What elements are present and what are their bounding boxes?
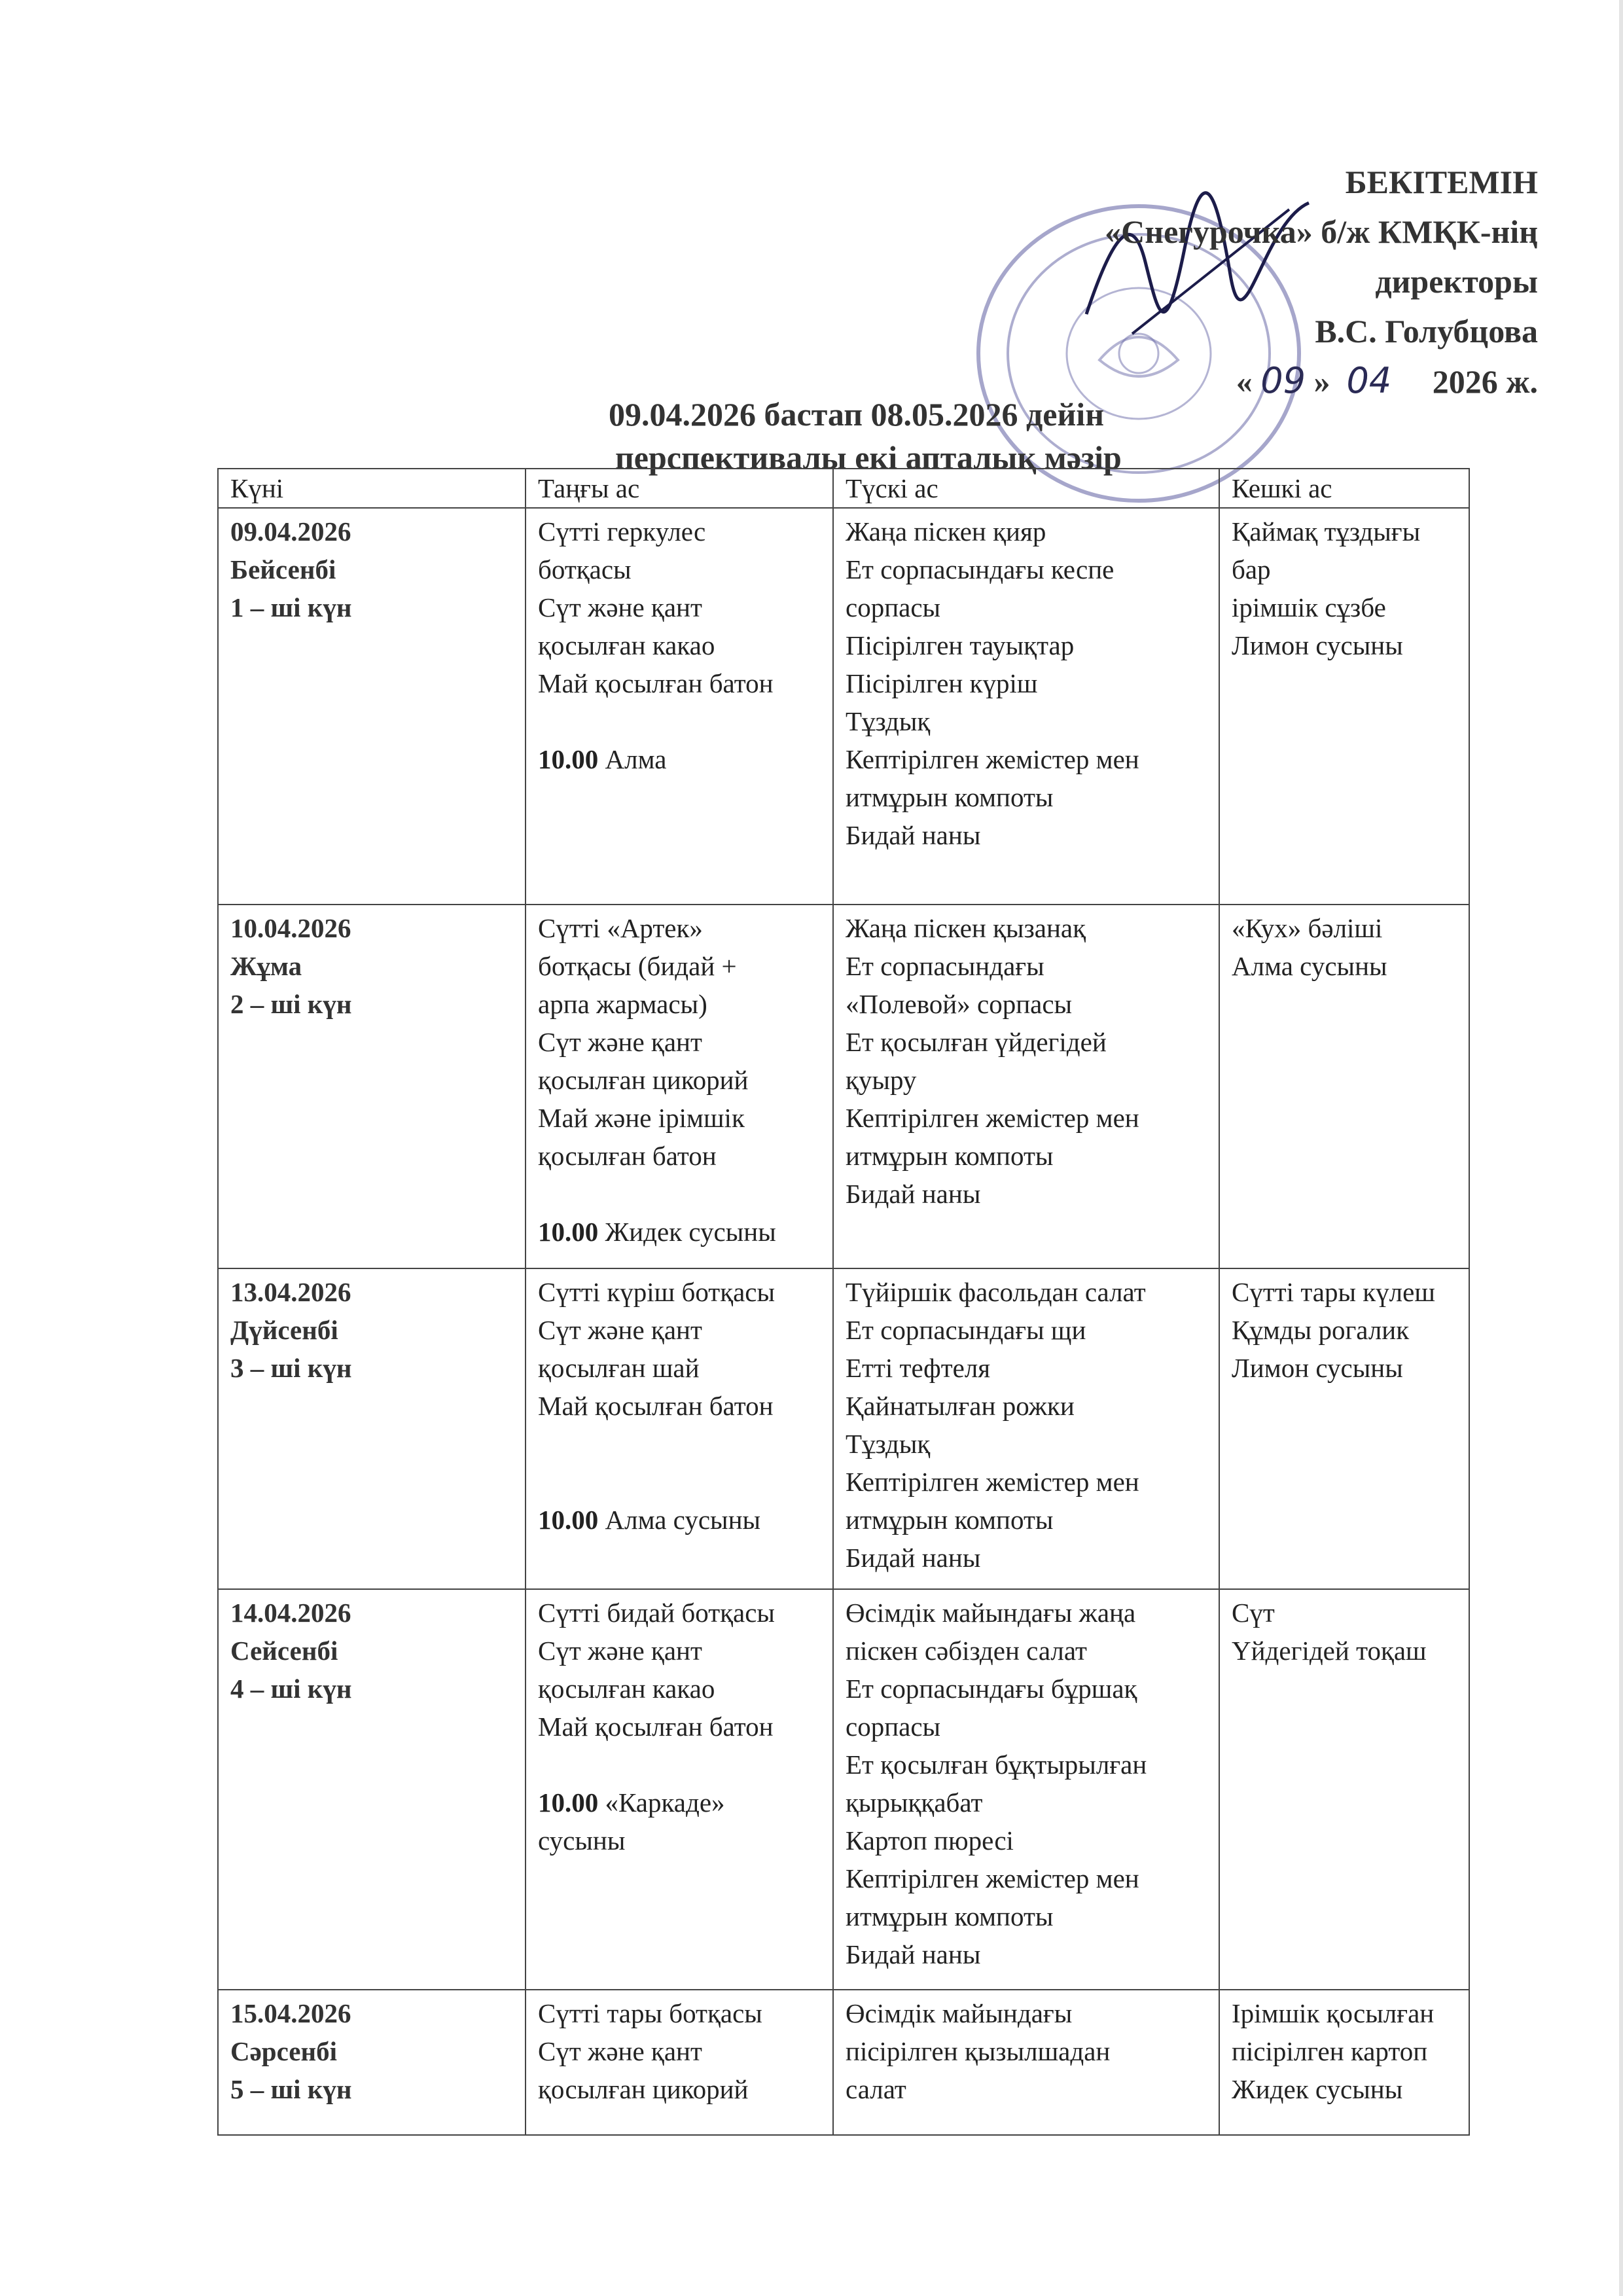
menu-item: қосылған батон bbox=[538, 1141, 717, 1171]
menu-item: итмұрын компоты bbox=[846, 1141, 1054, 1171]
menu-item: пісірілген қызылшадан bbox=[846, 2036, 1111, 2066]
snack-time: 10.00 bbox=[538, 744, 599, 774]
menu-item: қосылған цикорий bbox=[538, 2074, 749, 2104]
table-row bbox=[218, 1990, 1469, 2135]
row-date: 10.04.2026 bbox=[230, 913, 351, 943]
menu-item: Жидек сусыны bbox=[1232, 2074, 1403, 2104]
menu-item: Қайнатылған рожки bbox=[846, 1391, 1075, 1421]
document-title bbox=[353, 393, 1400, 479]
menu-item: Сүт және қант bbox=[538, 592, 702, 622]
row-daynum: 1 – ші күн bbox=[230, 592, 352, 622]
row-date: 14.04.2026 bbox=[230, 1598, 351, 1628]
header-lunch: Түскі ас bbox=[833, 469, 1219, 508]
breakfast-cell bbox=[526, 508, 833, 905]
snack-name: Алма bbox=[605, 744, 667, 774]
menu-item: Бидай наны bbox=[846, 1939, 981, 1969]
menu-item: Сүтті тары күлеш bbox=[1232, 1277, 1435, 1307]
menu-item: Ет сорпасындағы bbox=[846, 951, 1044, 981]
approval-block bbox=[1105, 157, 1538, 406]
menu-item: Ет қосылған бұқтырылған bbox=[846, 1749, 1147, 1780]
row-daynum: 5 – ші күн bbox=[230, 2074, 352, 2104]
approval-org: «Снегурочка» б/ж КМҚК-нің bbox=[1105, 213, 1538, 250]
dinner-cell bbox=[1219, 1268, 1469, 1589]
dinner-cell bbox=[1219, 905, 1469, 1268]
title-line-1: 09.04.2026 бастап 08.05.2026 дейін bbox=[609, 396, 1105, 433]
dinner-cell bbox=[1219, 1990, 1469, 2135]
menu-item: Бидай наны bbox=[846, 1543, 981, 1573]
menu-item: Ірімшік қосылған bbox=[1232, 1998, 1435, 2028]
menu-item: Ет сорпасындағы бұршақ bbox=[846, 1674, 1137, 1704]
date-close-quote: » bbox=[1313, 363, 1330, 400]
header-day: Күні bbox=[218, 469, 526, 508]
row-date: 15.04.2026 bbox=[230, 1998, 351, 2028]
header-breakfast: Таңғы ас bbox=[526, 469, 833, 508]
snack-item bbox=[538, 740, 826, 778]
snack-time: 10.00 bbox=[538, 1787, 599, 1818]
day-cell bbox=[218, 1589, 526, 1990]
lunch-cell bbox=[833, 1589, 1219, 1990]
row-weekday: Сәрсенбі bbox=[230, 2036, 338, 2066]
menu-item: «Кух» бәліші bbox=[1232, 913, 1383, 943]
menu-item: Жаңа піскен қызанақ bbox=[846, 913, 1086, 943]
snack-item bbox=[538, 1501, 826, 1539]
menu-item: Үйдегідей тоқаш bbox=[1232, 1636, 1427, 1666]
menu-item: пісірілген картоп bbox=[1232, 2036, 1428, 2066]
menu-item: Құмды рогалик bbox=[1232, 1315, 1410, 1345]
day-cell bbox=[218, 905, 526, 1268]
menu-item: Кептірілген жемістер мен bbox=[846, 1103, 1139, 1133]
day-cell bbox=[218, 1268, 526, 1589]
menu-item: Ет қосылған үйдегідей bbox=[846, 1027, 1107, 1057]
lunch-cell bbox=[833, 1268, 1219, 1589]
row-daynum: 3 – ші күн bbox=[230, 1353, 352, 1383]
menu-item: итмұрын компоты bbox=[846, 1901, 1054, 1931]
menu-item: Тұздық bbox=[846, 1429, 931, 1459]
menu-item: Кептірілген жемістер мен bbox=[846, 744, 1139, 774]
menu-item: ірімшік сұзбе bbox=[1232, 592, 1386, 622]
menu-item: Лимон сусыны bbox=[1232, 630, 1403, 660]
menu-item: Сүтті тары ботқасы bbox=[538, 1998, 762, 2028]
row-weekday: Бейсенбі bbox=[230, 554, 336, 584]
date-day: 09 bbox=[1260, 360, 1306, 401]
menu-item: қосылған какао bbox=[538, 630, 715, 660]
menu-item: Өсімдік майындағы жаңа bbox=[846, 1598, 1136, 1628]
snack-item bbox=[538, 1784, 826, 1821]
menu-item: Сүт және қант bbox=[538, 2036, 702, 2066]
menu-item: Кептірілген жемістер мен bbox=[846, 1863, 1139, 1893]
menu-item: Сүт bbox=[1232, 1598, 1275, 1628]
breakfast-cell bbox=[526, 905, 833, 1268]
day-cell bbox=[218, 508, 526, 905]
menu-item: қырыққабат bbox=[846, 1787, 983, 1818]
menu-item: сорпасы bbox=[846, 1712, 941, 1742]
breakfast-cell bbox=[526, 1990, 833, 2135]
approval-position: директоры bbox=[1375, 263, 1538, 300]
row-weekday: Дүйсенбі bbox=[230, 1315, 338, 1345]
menu-item: қосылған какао bbox=[538, 1674, 715, 1704]
menu-item: Май және ірімшік bbox=[538, 1103, 745, 1133]
menu-item: Етті тефтеля bbox=[846, 1353, 991, 1383]
row-weekday: Жұма bbox=[230, 951, 302, 981]
menu-item: «Полевой» сорпасы bbox=[846, 989, 1073, 1019]
menu-item: Сүтті геркулес bbox=[538, 516, 706, 547]
menu-item: Тұздық bbox=[846, 706, 931, 736]
date-open-quote: « bbox=[1236, 363, 1253, 400]
day-cell bbox=[218, 1990, 526, 2135]
menu-item: итмұрын компоты bbox=[846, 782, 1054, 812]
menu-item: итмұрын компоты bbox=[846, 1505, 1054, 1535]
row-daynum: 2 – ші күн bbox=[230, 989, 352, 1019]
menu-item: Сүтті бидай ботқасы bbox=[538, 1598, 775, 1628]
menu-item: Ет сорпасындағы щи bbox=[846, 1315, 1086, 1345]
menu-item: арпа жармасы) bbox=[538, 989, 707, 1019]
table-header-row bbox=[218, 469, 1469, 508]
dinner-cell bbox=[1219, 508, 1469, 905]
snack-time: 10.00 bbox=[538, 1217, 599, 1247]
menu-item: Ет сорпасындағы кеспе bbox=[846, 554, 1115, 584]
menu-item: Түйіршік фасольдан салат bbox=[846, 1277, 1146, 1307]
table-row bbox=[218, 1268, 1469, 1589]
menu-item: ботқасы bbox=[538, 554, 632, 584]
header-dinner: Кешкі ас bbox=[1219, 469, 1469, 508]
row-weekday: Сейсенбі bbox=[230, 1636, 338, 1666]
breakfast-cell bbox=[526, 1268, 833, 1589]
snack-name: Жидек сусыны bbox=[605, 1217, 776, 1247]
snack-item bbox=[538, 1213, 826, 1251]
table-row bbox=[218, 508, 1469, 905]
date-month: 04 bbox=[1346, 360, 1392, 401]
menu-item: Жаңа піскен қияр bbox=[846, 516, 1046, 547]
snack-name: «Каркаде» bbox=[605, 1787, 725, 1818]
approval-heading: БЕКІТЕМІН bbox=[1345, 164, 1538, 200]
approval-name: В.С. Голубцова bbox=[1315, 313, 1538, 350]
lunch-cell bbox=[833, 508, 1219, 905]
lunch-cell bbox=[833, 905, 1219, 1268]
menu-item: қуыру bbox=[846, 1065, 917, 1095]
menu-item: сорпасы bbox=[846, 592, 941, 622]
menu-item: Сүт және қант bbox=[538, 1027, 702, 1057]
scan-edge bbox=[1619, 0, 1623, 2296]
menu-item: Пісірілген тауықтар bbox=[846, 630, 1075, 660]
snack-extra: сусыны bbox=[538, 1825, 626, 1856]
menu-item: піскен сәбізден салат bbox=[846, 1636, 1087, 1666]
menu-item: Кептірілген жемістер мен bbox=[846, 1467, 1139, 1497]
date-year: 2026 ж. bbox=[1432, 363, 1538, 400]
title-line-2: перспективалы екі апталық мәзір bbox=[615, 439, 1122, 476]
menu-item: Май қосылған батон bbox=[538, 1391, 774, 1421]
menu-item: Қаймақ тұздығы бар bbox=[1232, 516, 1421, 584]
row-date: 09.04.2026 bbox=[230, 516, 351, 547]
menu-item: Бидай наны bbox=[846, 820, 981, 850]
menu-item: Пісірілген күріш bbox=[846, 668, 1038, 698]
menu-item: салат bbox=[846, 2074, 906, 2104]
menu-item: Лимон сусыны bbox=[1232, 1353, 1403, 1383]
menu-item: ботқасы (бидай + bbox=[538, 951, 737, 981]
row-daynum: 4 – ші күн bbox=[230, 1674, 352, 1704]
table-row bbox=[218, 1589, 1469, 1990]
breakfast-cell bbox=[526, 1589, 833, 1990]
lunch-cell bbox=[833, 1990, 1219, 2135]
menu-item: Бидай наны bbox=[846, 1179, 981, 1209]
menu-item: Картоп пюресі bbox=[846, 1825, 1014, 1856]
menu-item: қосылған шай bbox=[538, 1353, 700, 1383]
menu-item: Сүтті күріш ботқасы bbox=[538, 1277, 776, 1307]
menu-item: Май қосылған батон bbox=[538, 668, 774, 698]
menu-item: Сүтті «Артек» bbox=[538, 913, 703, 943]
menu-table bbox=[217, 468, 1470, 2136]
menu-item: қосылған цикорий bbox=[538, 1065, 749, 1095]
row-date: 13.04.2026 bbox=[230, 1277, 351, 1307]
table-row bbox=[218, 905, 1469, 1268]
menu-item: Сүт және қант bbox=[538, 1636, 702, 1666]
menu-item: Өсімдік майындағы bbox=[846, 1998, 1073, 2028]
menu-item: Сүт және қант bbox=[538, 1315, 702, 1345]
snack-name: Алма сусыны bbox=[605, 1505, 761, 1535]
menu-item: Май қосылған батон bbox=[538, 1712, 774, 1742]
menu-item: Алма сусыны bbox=[1232, 951, 1387, 981]
snack-time: 10.00 bbox=[538, 1505, 599, 1535]
dinner-cell bbox=[1219, 1589, 1469, 1990]
